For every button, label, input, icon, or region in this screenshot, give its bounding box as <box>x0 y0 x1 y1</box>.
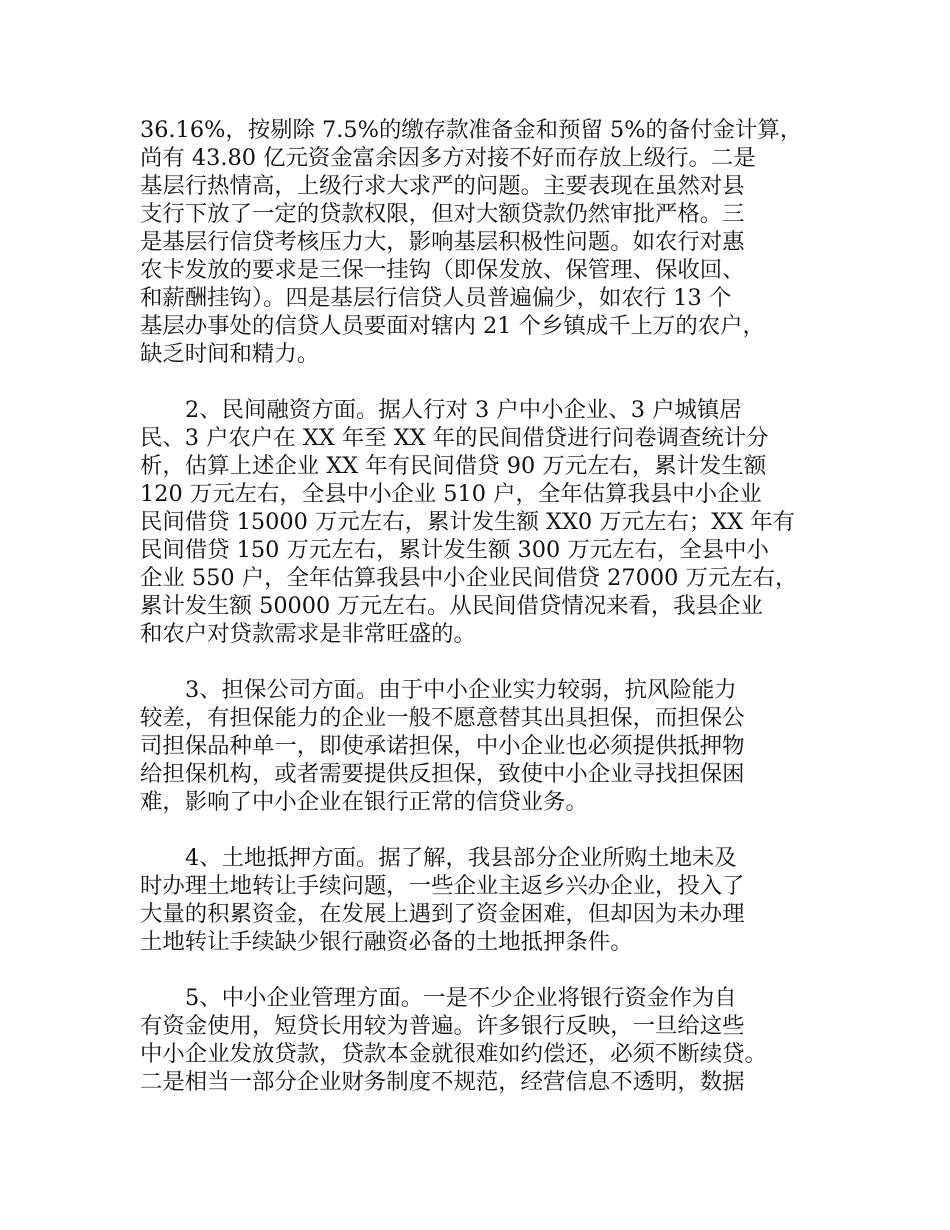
text-line: 5、中小企业管理方面。一是不少企业将银行资金作为自 <box>185 985 737 1011</box>
document-body <box>140 116 820 1096</box>
text-line: 二是相当一部分企业财务制度不规范，经营信息不透明，数据 <box>140 1069 745 1095</box>
text-line: 民、3 户农户在 XX 年至 XX 年的民间借贷进行问卷调查统计分 <box>140 425 769 451</box>
text-line: 和农户对贷款需求是非常旺盛的。 <box>140 621 476 647</box>
text-line: 尚有 43.80 亿元资金富余因多方对接不好而存放上级行。二是 <box>140 145 756 171</box>
text-line: 累计发生额 50000 万元左右。从民间借贷情况来看，我县企业 <box>140 593 763 619</box>
text-line: 较差，有担保能力的企业一般不愿意替其出具担保，而担保公 <box>140 705 745 731</box>
text-line: 农卡发放的要求是三保一挂钩（即保发放、保管理、保收回、 <box>140 257 745 283</box>
text-line: 缺乏时间和精力。 <box>140 341 320 367</box>
text-line: 析，估算上述企业 XX 年有民间借贷 90 万元左右，累计发生额 <box>140 453 767 479</box>
text-line: 大量的积累资金，在发展上遇到了资金困难，但却因为未办理 <box>140 901 745 927</box>
text-line: 土地转让手续缺少银行融资必备的土地抵押条件。 <box>140 929 633 955</box>
paragraph-4 <box>140 844 820 956</box>
text-line: 时办理土地转让手续问题，一些企业主返乡兴办企业，投入了 <box>140 873 745 899</box>
text-line: 是基层行信贷考核压力大，影响基层积极性问题。如农行对惠 <box>140 229 745 255</box>
text-line: 有资金使用，短贷长用较为普遍。许多银行反映，一旦给这些 <box>140 1013 745 1039</box>
paragraph-3 <box>140 676 820 816</box>
text-line: 2、民间融资方面。据人行对 3 户中小企业、3 户城镇居 <box>185 397 742 423</box>
text-line: 司担保品种单一，即使承诺担保，中小企业也必须提供抵押物 <box>140 733 745 759</box>
text-line: 36.16%，按剔除 7.5%的缴存款准备金和预留 5%的备付金计算， <box>140 117 803 143</box>
text-line: 120 万元左右，全县中小企业 510 户，全年估算我县中小企业 <box>140 481 762 507</box>
paragraph-1 <box>140 116 820 368</box>
text-line: 企业 550 户，全年估算我县中小企业民间借贷 27000 万元左右， <box>140 565 798 591</box>
text-line: 基层行热情高，上级行求大求严的问题。主要表现在虽然对县 <box>140 173 745 199</box>
text-line: 民间借贷 15000 万元左右，累计发生额 XX0 万元左右；XX 年有 <box>140 509 796 535</box>
text-line: 支行下放了一定的贷款权限，但对大额贷款仍然审批严格。三 <box>140 201 745 227</box>
text-line: 3、担保公司方面。由于中小企业实力较弱，抗风险能力 <box>185 677 737 703</box>
text-line: 基层办事处的信贷人员要面对辖内 21 个乡镇成千上万的农户， <box>140 313 765 339</box>
text-line: 难，影响了中小企业在银行正常的信贷业务。 <box>140 789 588 815</box>
paragraph-2 <box>140 396 820 648</box>
text-line: 给担保机构，或者需要提供反担保，致使中小企业寻找担保困 <box>140 761 745 787</box>
paragraph-5 <box>140 984 820 1096</box>
text-line: 民间借贷 150 万元左右，累计发生额 300 万元左右，全县中小 <box>140 537 769 563</box>
text-line: 4、土地抵押方面。据了解，我县部分企业所购土地未及 <box>185 845 737 871</box>
text-line: 和薪酬挂钩）。四是基层行信贷人员普遍偏少，如农行 13 个 <box>140 285 732 311</box>
text-line: 中小企业发放贷款，贷款本金就很难如约偿还，必须不断续贷。 <box>140 1041 767 1067</box>
